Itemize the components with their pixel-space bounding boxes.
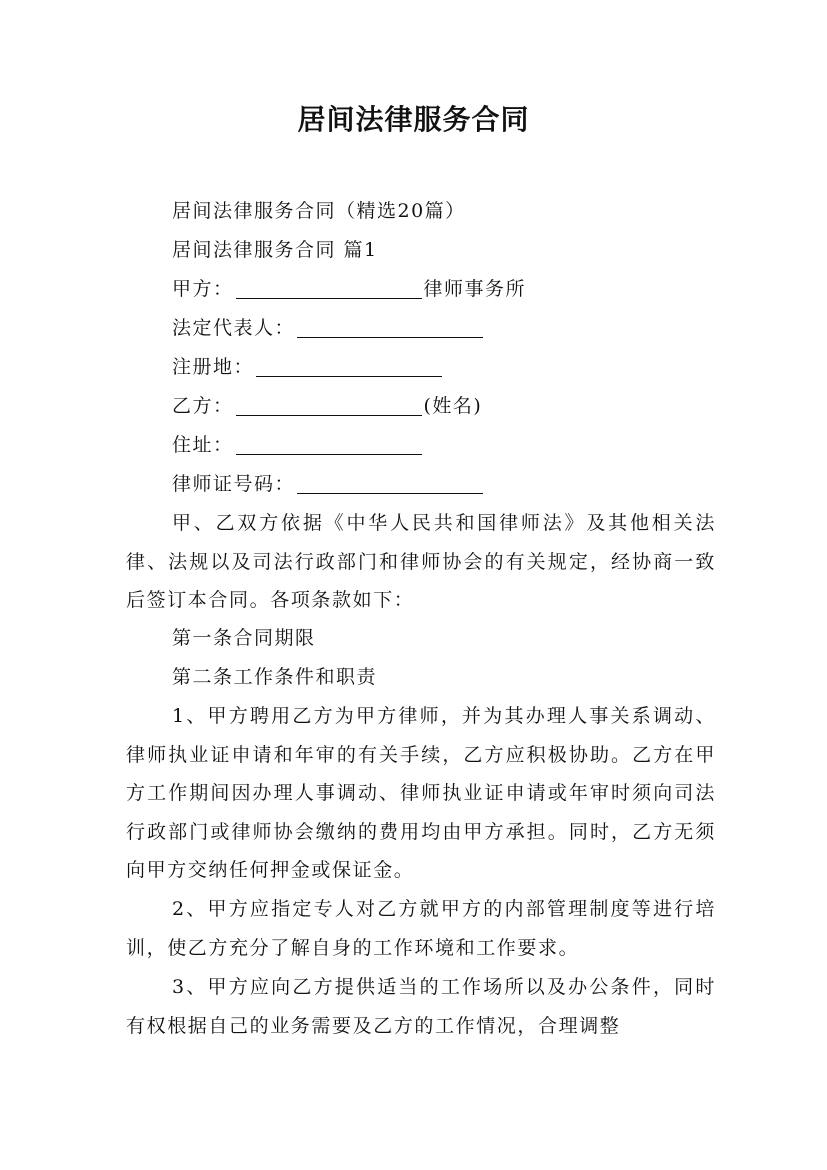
document-subtitle: 居间法律服务合同（精选20篇） bbox=[172, 200, 466, 222]
reg-address-blank bbox=[256, 356, 442, 377]
legal-rep-line bbox=[172, 314, 485, 342]
section-heading: 居间法律服务合同 篇1 bbox=[172, 239, 378, 261]
clause-3: 3、甲方应向乙方提供适当的工作场所以及办公条件，同时有权根据自己的业务需要及乙方的工作情况，合理调整 bbox=[126, 976, 716, 1037]
party-a-blank bbox=[236, 278, 422, 299]
license-line bbox=[172, 470, 485, 498]
address-label: 住址： bbox=[172, 434, 234, 456]
party-b-label: 乙方： bbox=[172, 395, 234, 417]
party-b-suffix: (姓名) bbox=[423, 395, 483, 417]
address-blank bbox=[236, 434, 422, 455]
reg-address-label: 注册地： bbox=[172, 356, 255, 378]
license-label: 律师证号码： bbox=[172, 473, 296, 495]
article-2-heading: 第二条工作条件和职责 bbox=[172, 666, 378, 688]
document-title: 居间法律服务合同 bbox=[297, 103, 530, 136]
clause-2: 2、甲方应指定专人对乙方就甲方的内部管理制度等进行培训，使乙方充分了解自身的工作环境和工作要求。 bbox=[126, 898, 716, 959]
party-a-line bbox=[172, 275, 526, 303]
intro-paragraph: 甲、乙双方依据《中华人民共和国律师法》及其他相关法律、法规以及司法行政部门和律师协会的有关规定，经协商一致后签订本合同。各项条款如下： bbox=[126, 512, 716, 611]
address-line bbox=[172, 431, 424, 459]
party-a-label: 甲方： bbox=[172, 278, 234, 300]
reg-address-line bbox=[172, 353, 444, 381]
clause-1: 1、甲方聘用乙方为甲方律师，并为其办理人事关系调动、律师执业证申请和年审的有关手续，乙方应积极协助。乙方在甲方工作期间因办理人事调动、律师执业证申请或年审时须向司法行政部门或律师协会缴纳的费用均由甲方承担。同时，乙方无须向甲方交纳任何押金或保证金。 bbox=[126, 705, 716, 881]
legal-rep-blank bbox=[297, 317, 483, 338]
license-blank bbox=[297, 473, 483, 494]
party-a-suffix: 律师事务所 bbox=[423, 278, 527, 300]
legal-rep-label: 法定代表人： bbox=[172, 317, 296, 339]
party-b-blank bbox=[236, 395, 422, 416]
party-b-line bbox=[172, 392, 482, 420]
article-1-heading: 第一条合同期限 bbox=[172, 627, 316, 649]
